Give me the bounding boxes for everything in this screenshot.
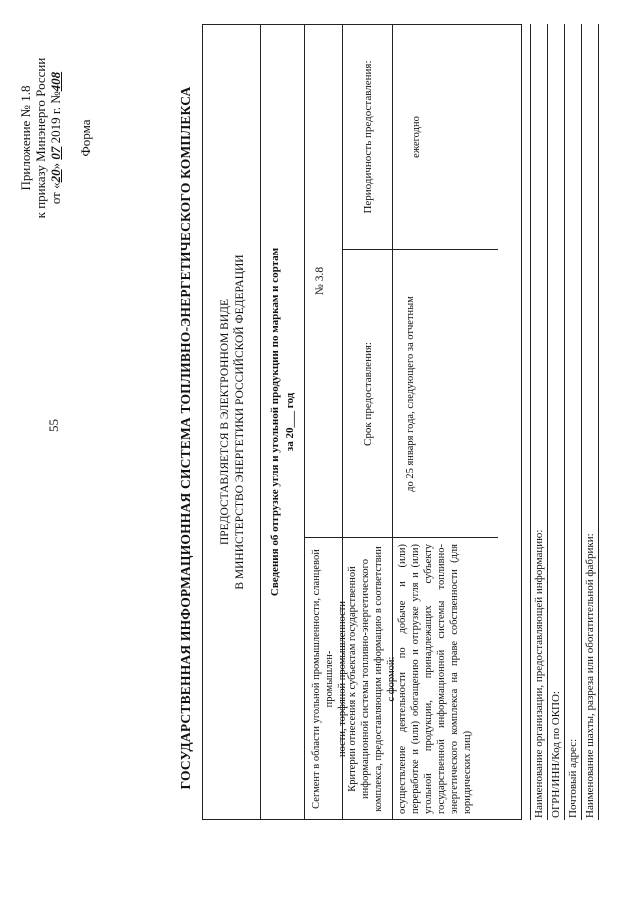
page-number: 55 (46, 419, 61, 432)
appendix-line-2: к приказу Минэнерго России (33, 57, 48, 219)
appendix-date-line: от «20» 07 2019 г. №408 (48, 71, 63, 205)
submission-block (218, 24, 248, 820)
divider (260, 24, 261, 820)
appendix-block (18, 18, 63, 258)
criteria-header: Критерии отнесения к субъектам государственной информационной системы топливно-энергетического комплекса, предоставляющим информацию в соответствии с формой: (347, 546, 397, 812)
submission-line-1: ПРЕДОСТАВЛЯЕТСЯ В ЭЛЕКТРОННОМ ВИДЕ (219, 298, 231, 546)
postal-address-field: Почтовый адрес: (565, 24, 582, 820)
report-title-block (268, 24, 298, 820)
appendix-day: 20 (48, 169, 63, 183)
deadline-header: Срок предоставления: (362, 342, 374, 446)
deadline-value: до 25 января года, следующего за отчетным (405, 296, 416, 492)
org-name-field: Наименование организации, предоставляющей информацию: (530, 24, 548, 820)
segment-text-block (310, 544, 349, 814)
divider (304, 24, 305, 820)
criteria-value: осуществление деятельности по добыче и (или) переработке и (или) обогащению и отгрузке угля и (или) угольной продукции, принадлежащих субъекту государственной информационной системы топливно-энергетического комплекса на праве собственности (для юридических лиц) (397, 544, 473, 814)
mine-name-field: Наименование шахты, разреза или обогатительной фабрики: (582, 24, 599, 820)
frequency-header: Периодичность предоставления: (362, 60, 374, 214)
segment-code: № 3.8 (314, 266, 326, 296)
form-label: Форма (78, 119, 93, 157)
frequency-value: ежегодно (411, 116, 422, 158)
appendix-number: 408 (48, 71, 63, 92)
appendix-month: 07 (48, 146, 63, 160)
report-period: за 20___ год (284, 392, 296, 452)
report-title: Сведения об отгрузке угля и угольной продукции по маркам и сортам (269, 247, 281, 597)
segment-text-1: Сегмент в области угольной промышленности, сланцевой промышлен- (311, 549, 335, 809)
appendix-line-1: Приложение № 1.8 (18, 85, 33, 191)
document-title: ГОСУДАРСТВЕННАЯ ИНФОРМАЦИОННАЯ СИСТЕМА ТОПЛИВНО-ЭНЕРГЕТИЧЕСКОГО КОМПЛЕКСА (178, 86, 193, 790)
submission-line-2: В МИНИСТЕРСТВО ЭНЕРГЕТИКИ РОССИЙСКОЙ ФЕДЕРАЦИИ (234, 254, 246, 590)
org-ids-field: ОГРН/ИНН/Код по ОКПО: (548, 24, 565, 820)
org-fields (530, 24, 599, 820)
segment-text-2: ности, торфяной промышленности (337, 600, 348, 758)
